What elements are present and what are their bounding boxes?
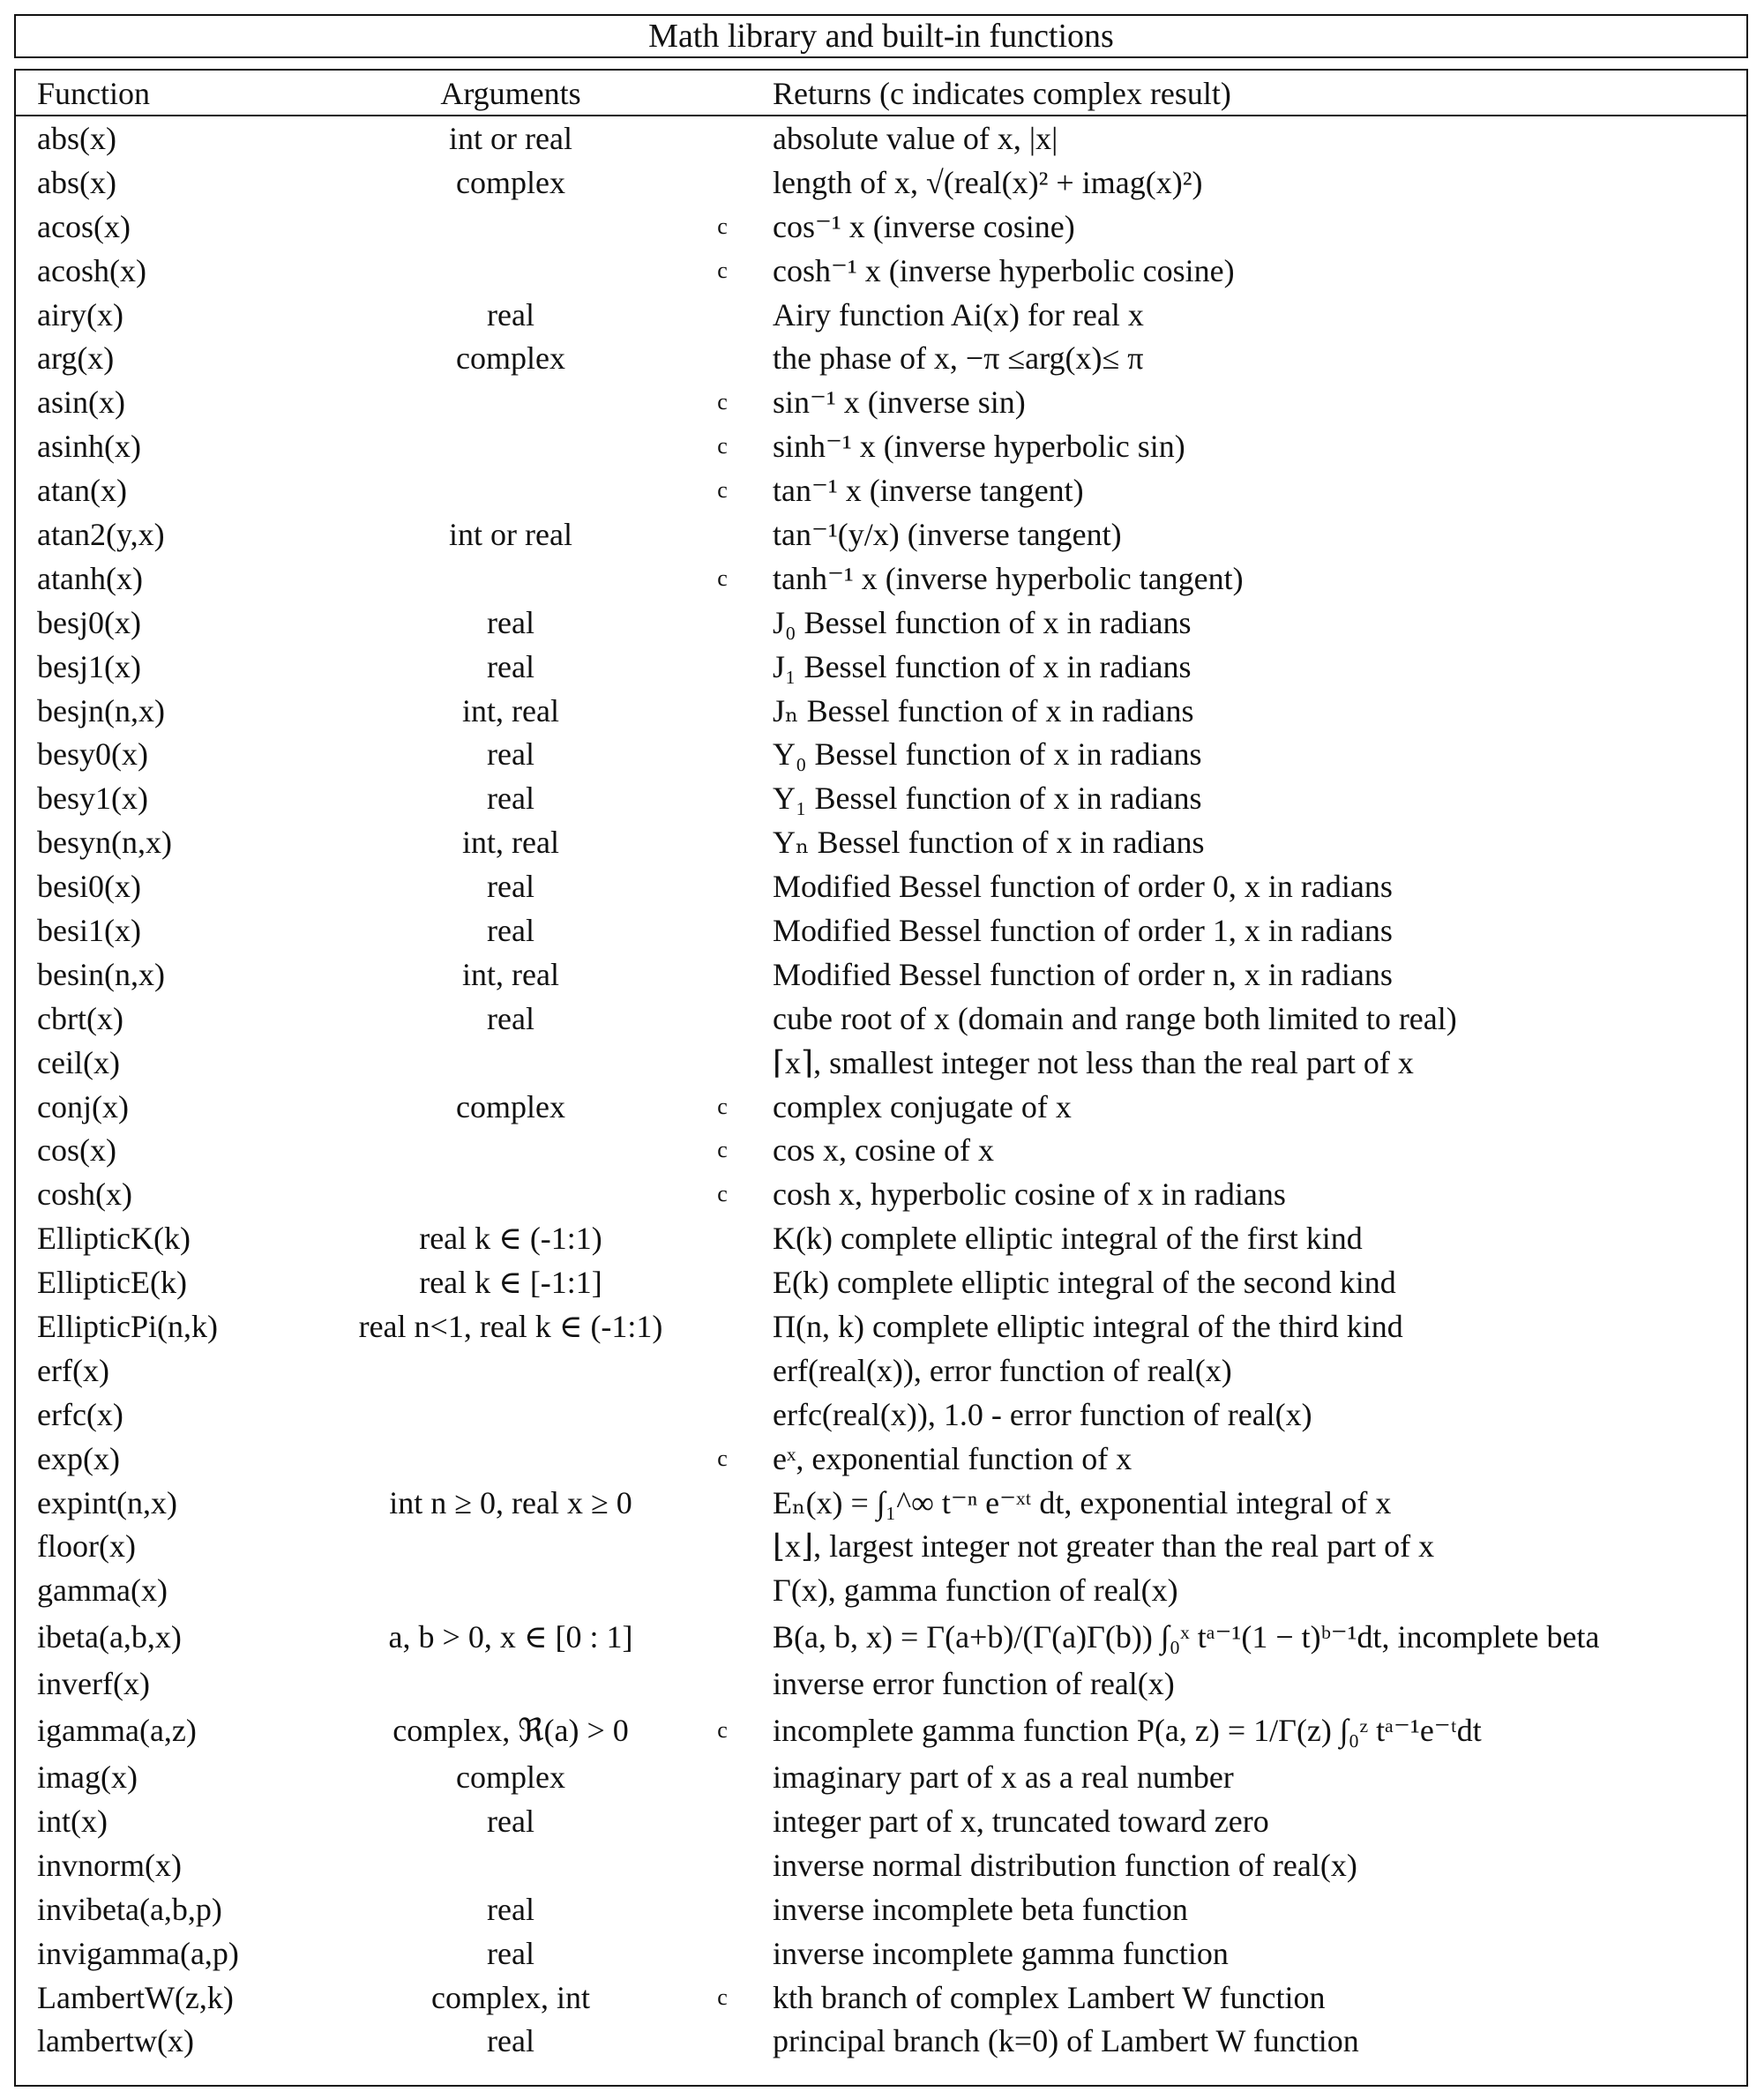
function-cell: atan(x): [37, 473, 127, 509]
complex-flag-cell: [709, 820, 736, 864]
returns-cell: incomplete gamma function P(a, z) = 1/Γ(z) ∫₀ᶻ tᵃ⁻¹e⁻ᵗdt: [773, 1713, 1482, 1749]
function-cell: arg(x): [37, 340, 115, 377]
function-cell: LambertW(z,k): [37, 1979, 234, 2015]
returns-cell: Γ(x), gamma function of real(x): [773, 1572, 1178, 1609]
returns-cell: Π(n, k) complete elliptic integral of the third kind: [773, 1308, 1403, 1344]
arguments-cell: [243, 1437, 778, 1481]
complex-flag-cell: c: [717, 477, 728, 504]
returns-cell: tanh⁻¹ x (inverse hyperbolic tangent): [773, 560, 1244, 596]
table-row: [16, 249, 1746, 293]
returns-cell: cube root of x (domain and range both limited to real): [773, 1000, 1457, 1036]
table-row: [16, 205, 1746, 249]
arguments-cell: real: [487, 1804, 534, 1839]
complex-flag-cell: [709, 293, 736, 337]
arguments-cell: [243, 1128, 778, 1172]
table-row: [16, 468, 1746, 512]
arguments-cell: [243, 1843, 778, 1887]
returns-cell: cos⁻¹ x (inverse cosine): [773, 208, 1075, 244]
returns-cell: Airy function Ai(x) for real x: [773, 296, 1144, 332]
function-cell: besi0(x): [37, 869, 141, 905]
returns-cell: Yₙ Bessel function of x in radians: [773, 825, 1205, 861]
arguments-cell: int, real: [462, 825, 559, 861]
arguments-cell: [243, 1568, 778, 1612]
table-row: [16, 556, 1746, 601]
table-title: Math library and built-in functions: [14, 14, 1748, 58]
function-cell: igamma(a,z): [37, 1713, 197, 1749]
returns-cell: kth branch of complex Lambert W function: [773, 1979, 1326, 2015]
arguments-cell: real k ∈ (-1:1): [419, 1221, 602, 1257]
function-cell: besj1(x): [37, 648, 141, 684]
function-cell: invnorm(x): [37, 1847, 182, 1883]
arguments-cell: a, b > 0, x ∈ [0 : 1]: [388, 1619, 633, 1655]
arguments-cell: complex: [456, 1088, 565, 1124]
table-row: [16, 1843, 1746, 1887]
arguments-cell: [243, 380, 778, 424]
returns-cell: E(k) complete elliptic integral of the second kind: [773, 1265, 1396, 1301]
complex-flag-cell: [709, 1612, 736, 1662]
returns-cell: sin⁻¹ x (inverse sin): [773, 385, 1026, 421]
table-row: [16, 2020, 1746, 2064]
function-cell: invigamma(a,p): [37, 1935, 239, 1971]
returns-cell: Modified Bessel function of order 1, x in radians: [773, 912, 1393, 948]
function-cell: besj0(x): [37, 604, 141, 640]
table-header-row: [16, 71, 1746, 116]
table-row: [16, 1568, 1746, 1612]
returns-cell: erfc(real(x)), 1.0 - error function of real(x): [773, 1396, 1312, 1432]
complex-flag-cell: [709, 1799, 736, 1843]
function-cell: atanh(x): [37, 560, 143, 596]
arguments-cell: real: [487, 736, 534, 773]
returns-cell: tan⁻¹ x (inverse tangent): [773, 473, 1084, 509]
table-row: [16, 1128, 1746, 1172]
complex-flag-cell: c: [717, 389, 728, 415]
table-row: [16, 732, 1746, 776]
returns-cell: Y₁ Bessel function of x in radians: [773, 781, 1202, 817]
function-cell: floor(x): [37, 1528, 136, 1565]
arguments-cell: real: [487, 2023, 534, 2059]
function-cell: besin(n,x): [37, 956, 165, 992]
complex-flag-cell: [709, 1041, 736, 1085]
complex-flag-cell: [709, 161, 736, 205]
complex-flag-cell: [709, 1843, 736, 1887]
function-cell: abs(x): [37, 120, 116, 156]
returns-cell: cosh x, hyperbolic cosine of x in radians: [773, 1176, 1286, 1213]
arguments-cell: complex, int: [431, 1979, 590, 2015]
complex-flag-cell: [709, 601, 736, 645]
function-cell: ibeta(a,b,x): [37, 1619, 182, 1655]
arguments-cell: [243, 1172, 778, 1216]
returns-cell: Modified Bessel function of order 0, x in radians: [773, 869, 1393, 905]
complex-flag-cell: [709, 776, 736, 820]
arguments-cell: real: [487, 296, 534, 332]
arguments-cell: [243, 1525, 778, 1569]
table-row: [16, 689, 1746, 733]
arguments-cell: int n ≥ 0, real x ≥ 0: [389, 1484, 632, 1520]
complex-flag-cell: [709, 1568, 736, 1612]
table-row: [16, 1348, 1746, 1393]
complex-flag-cell: [709, 1393, 736, 1437]
returns-cell: K(k) complete elliptic integral of the first kind: [773, 1221, 1363, 1257]
complex-flag-cell: [709, 1304, 736, 1348]
returns-cell: Modified Bessel function of order n, x in radians: [773, 956, 1393, 992]
complex-flag-cell: c: [717, 1983, 728, 2010]
arguments-cell: [243, 205, 778, 249]
complex-flag-cell: c: [717, 257, 728, 283]
table-row: [16, 1755, 1746, 1799]
function-cell: lambertw(x): [37, 2023, 194, 2059]
arguments-cell: complex, ℜ(a) > 0: [392, 1713, 629, 1749]
complex-flag-cell: [709, 336, 736, 380]
complex-flag-cell: c: [717, 1445, 728, 1471]
returns-cell: Jₙ Bessel function of x in radians: [773, 692, 1194, 728]
header-arguments: Arguments: [440, 76, 581, 111]
arguments-cell: [243, 468, 778, 512]
arguments-cell: int, real: [462, 956, 559, 992]
function-cell: EllipticE(k): [37, 1265, 187, 1301]
function-cell: acosh(x): [37, 252, 146, 288]
arguments-cell: int or real: [449, 120, 572, 156]
function-cell: exp(x): [37, 1440, 120, 1476]
complex-flag-cell: [709, 864, 736, 908]
arguments-cell: real: [487, 1891, 534, 1927]
arguments-cell: real: [487, 1000, 534, 1036]
returns-cell: Y₀ Bessel function of x in radians: [773, 736, 1202, 773]
table-row: [16, 1393, 1746, 1437]
table-row: [16, 1799, 1746, 1843]
complex-flag-cell: c: [717, 564, 728, 591]
function-cell: int(x): [37, 1804, 108, 1839]
table-row: [16, 1887, 1746, 1931]
table-body: [16, 116, 1746, 2063]
function-cell: EllipticPi(n,k): [37, 1308, 218, 1344]
returns-cell: absolute value of x, |x|: [773, 120, 1058, 156]
function-cell: expint(n,x): [37, 1484, 177, 1520]
returns-cell: J₀ Bessel function of x in radians: [773, 604, 1192, 640]
arguments-cell: real: [487, 604, 534, 640]
complex-flag-cell: [709, 997, 736, 1041]
table-row: [16, 908, 1746, 952]
function-cell: besy1(x): [37, 781, 148, 817]
function-cell: asinh(x): [37, 429, 141, 465]
function-cell: acos(x): [37, 208, 131, 244]
complex-flag-cell: [709, 1755, 736, 1799]
function-cell: cosh(x): [37, 1176, 132, 1213]
table-row: [16, 1216, 1746, 1260]
arguments-cell: [243, 424, 778, 468]
returns-cell: integer part of x, truncated toward zero: [773, 1804, 1269, 1839]
table-row: [16, 161, 1746, 205]
arguments-cell: complex: [456, 164, 565, 200]
complex-flag-cell: c: [717, 433, 728, 459]
arguments-cell: complex: [456, 340, 565, 377]
complex-flag-cell: [709, 1525, 736, 1569]
complex-flag-cell: [709, 1260, 736, 1304]
returns-cell: Eₙ(x) = ∫₁^∞ t⁻ⁿ e⁻ˣᵗ dt, exponential integral of x: [773, 1484, 1392, 1520]
functions-table: [14, 69, 1748, 2087]
arguments-cell: int or real: [449, 516, 572, 552]
returns-cell: ⌈x⌉, smallest integer not less than the real part of x: [773, 1044, 1414, 1080]
complex-flag-cell: [709, 1481, 736, 1525]
arguments-cell: [243, 1348, 778, 1393]
table-row: [16, 1437, 1746, 1481]
complex-flag-cell: c: [717, 1181, 728, 1207]
returns-cell: sinh⁻¹ x (inverse hyperbolic sin): [773, 429, 1185, 465]
arguments-cell: real: [487, 781, 534, 817]
returns-cell: cos x, cosine of x: [773, 1132, 994, 1169]
complex-flag-cell: [709, 1931, 736, 1976]
table-row: [16, 512, 1746, 556]
function-cell: inverf(x): [37, 1666, 150, 1702]
table-row: [16, 1085, 1746, 1129]
returns-cell: cosh⁻¹ x (inverse hyperbolic cosine): [773, 252, 1235, 288]
arguments-cell: [243, 556, 778, 601]
complex-flag-cell: c: [717, 213, 728, 239]
table-row: [16, 601, 1746, 645]
table-row: [16, 645, 1746, 689]
table-row: [16, 424, 1746, 468]
returns-cell: eˣ, exponential function of x: [773, 1440, 1132, 1476]
returns-cell: length of x, √(real(x)² + imag(x)²): [773, 164, 1203, 200]
table-row: [16, 1481, 1746, 1525]
table-row: [16, 1304, 1746, 1348]
function-cell: gamma(x): [37, 1572, 168, 1609]
table-row: [16, 776, 1746, 820]
table-row: [16, 997, 1746, 1041]
arguments-cell: int, real: [462, 692, 559, 728]
arguments-cell: real k ∈ [-1:1]: [419, 1265, 602, 1301]
function-cell: invibeta(a,b,p): [37, 1891, 222, 1927]
complex-flag-cell: [709, 1348, 736, 1393]
table-row: [16, 293, 1746, 337]
function-cell: besyn(n,x): [37, 825, 172, 861]
returns-cell: ⌊x⌋, largest integer not greater than the real part of x: [773, 1528, 1435, 1565]
table-row: [16, 1931, 1746, 1976]
table-row: [16, 1612, 1746, 1662]
complex-flag-cell: [709, 2020, 736, 2064]
function-cell: abs(x): [37, 164, 116, 200]
complex-flag-cell: [709, 689, 736, 733]
arguments-cell: real: [487, 912, 534, 948]
returns-cell: J₁ Bessel function of x in radians: [773, 648, 1192, 684]
returns-cell: principal branch (k=0) of Lambert W function: [773, 2023, 1359, 2059]
table-row: [16, 336, 1746, 380]
returns-cell: the phase of x, −π ≤arg(x)≤ π: [773, 340, 1144, 377]
function-cell: besi1(x): [37, 912, 141, 948]
complex-flag-cell: [709, 908, 736, 952]
returns-cell: B(a, b, x) = Γ(a+b)/(Γ(a)Γ(b)) ∫₀ˣ tᵃ⁻¹(1 − t)ᵇ⁻¹dt, incomplete beta: [773, 1619, 1600, 1655]
function-cell: cos(x): [37, 1132, 116, 1169]
complex-flag-cell: c: [717, 1093, 728, 1119]
complex-flag-cell: [709, 1662, 736, 1706]
function-cell: atan2(y,x): [37, 516, 165, 552]
table-row: [16, 1260, 1746, 1304]
function-cell: erf(x): [37, 1352, 109, 1388]
arguments-cell: [243, 249, 778, 293]
header-returns: Returns (c indicates complex result): [773, 76, 1231, 111]
table-row: [16, 952, 1746, 997]
table-row: [16, 116, 1746, 161]
arguments-cell: [243, 1041, 778, 1085]
returns-cell: erf(real(x)), error function of real(x): [773, 1352, 1232, 1388]
header-function: Function: [37, 76, 151, 111]
arguments-cell: real: [487, 1935, 534, 1971]
table-row: [16, 1041, 1746, 1085]
complex-flag-cell: [709, 116, 736, 161]
table-row: [16, 864, 1746, 908]
table-row: [16, 1525, 1746, 1569]
complex-flag-cell: [709, 512, 736, 556]
function-cell: airy(x): [37, 296, 123, 332]
complex-flag-cell: [709, 645, 736, 689]
function-cell: besjn(n,x): [37, 692, 165, 728]
arguments-cell: [243, 1393, 778, 1437]
complex-flag-cell: [709, 1216, 736, 1260]
table-row: [16, 1662, 1746, 1706]
complex-flag-cell: [709, 1887, 736, 1931]
function-cell: EllipticK(k): [37, 1221, 191, 1257]
returns-cell: inverse normal distribution function of real(x): [773, 1847, 1357, 1883]
complex-flag-cell: c: [717, 1137, 728, 1163]
complex-flag-cell: c: [717, 1717, 728, 1744]
table-row: [16, 380, 1746, 424]
returns-cell: imaginary part of x as a real number: [773, 1759, 1234, 1796]
table-row: [16, 1976, 1746, 2020]
returns-cell: inverse incomplete beta function: [773, 1891, 1188, 1927]
function-cell: cbrt(x): [37, 1000, 123, 1036]
complex-flag-cell: [709, 952, 736, 997]
returns-cell: inverse error function of real(x): [773, 1666, 1175, 1702]
table-row: [16, 820, 1746, 864]
arguments-cell: real n<1, real k ∈ (-1:1): [358, 1308, 663, 1344]
returns-cell: complex conjugate of x: [773, 1088, 1072, 1124]
function-cell: asin(x): [37, 385, 125, 421]
function-cell: ceil(x): [37, 1044, 120, 1080]
complex-flag-cell: [709, 732, 736, 776]
arguments-cell: [243, 1662, 778, 1706]
table-row: [16, 1706, 1746, 1755]
function-cell: conj(x): [37, 1088, 129, 1124]
function-cell: erfc(x): [37, 1396, 123, 1432]
function-cell: imag(x): [37, 1759, 138, 1796]
function-cell: besy0(x): [37, 736, 148, 773]
returns-cell: inverse incomplete gamma function: [773, 1935, 1229, 1971]
arguments-cell: real: [487, 869, 534, 905]
table-row: [16, 1172, 1746, 1216]
arguments-cell: complex: [456, 1759, 565, 1796]
returns-cell: tan⁻¹(y/x) (inverse tangent): [773, 516, 1122, 552]
arguments-cell: real: [487, 648, 534, 684]
